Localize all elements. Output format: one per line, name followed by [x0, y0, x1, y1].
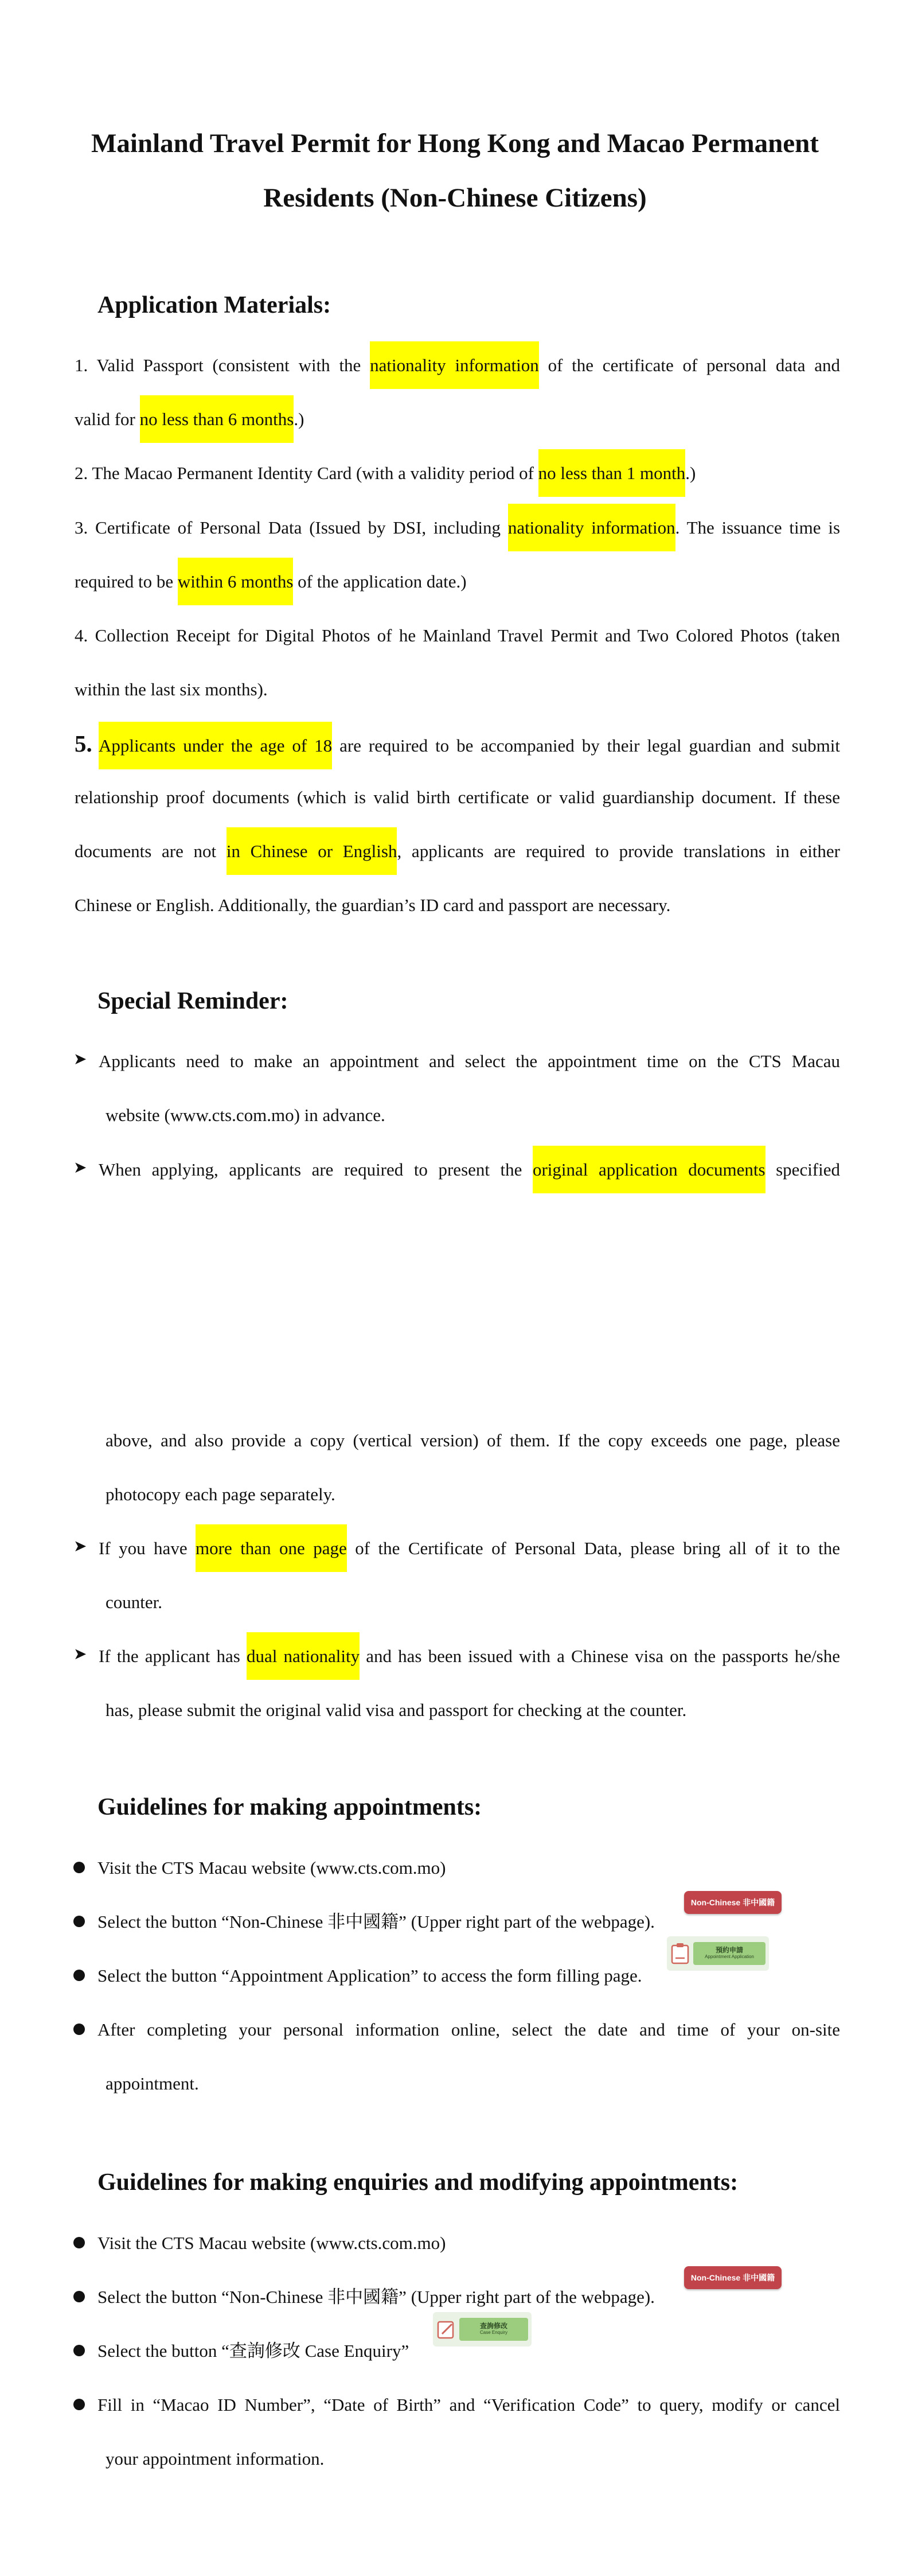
non-chinese-button: Non-Chinese 非中國籍: [684, 1891, 782, 1914]
highlight: no less than 6 months: [140, 395, 294, 443]
highlight: no less than 1 month: [538, 449, 686, 497]
enquiry-step-1: Visit the CTS Macau website (www.cts.com.mo): [97, 2233, 446, 2253]
enquiry-step-2: Select the button “Non-Chinese 非中國籍” (Upper right part of the webpage).: [97, 2287, 655, 2307]
material-5-line4: Chinese or English. Additionally, the guardian’s ID card and passport are necessary.: [75, 895, 671, 915]
bullet-dot-icon: [73, 2345, 85, 2356]
bullet-dot-icon: [73, 1916, 85, 1927]
reminder-4-line2: has, please submit the original valid visa and passport for checking at the counter.: [106, 1700, 687, 1720]
appointment-step-1: Visit the CTS Macau website (www.cts.com.mo): [97, 1858, 446, 1878]
reminder-1-line1: Applicants need to make an appointment and select the appointment time on the CTS Macau: [99, 1051, 840, 1071]
material-5-line1: 5. Applicants under the age of 18 are required to be accompanied by their legal guardian and submit: [75, 732, 840, 757]
material-5-line3: documents are not in Chinese or English, applicants are required to provide translations in either: [75, 840, 840, 863]
bullet-dot-icon: [73, 2291, 85, 2302]
reminder-3-line1: If you have more than one page of the Certificate of Personal Data, please bring all of it to the: [99, 1537, 840, 1560]
reminder-2-line2: above, and also provide a copy (vertical version) of them. If the copy exceeds one page, please: [106, 1430, 840, 1450]
non-chinese-button: Non-Chinese 非中國籍: [684, 2266, 782, 2289]
appointment-application-label: 預約申請 Appointment Application: [693, 1942, 766, 1965]
highlight: in Chinese or English: [226, 827, 397, 875]
bullet-dot-icon: [73, 1862, 85, 1873]
appointment-step-4-line1: After completing your personal information online, select the date and time of your on-site: [97, 2019, 840, 2040]
arrow-bullet-icon: ➤: [73, 1049, 87, 1068]
appointment-step-2: Select the button “Non-Chinese 非中國籍” (Upper right part of the webpage).: [97, 1912, 655, 1932]
case-enquiry-button: [433, 2312, 532, 2347]
enquiry-step-3: Select the button “查詢修改 Case Enquiry”: [97, 2341, 409, 2361]
material-1-line2: valid for no less than 6 months.): [75, 408, 304, 431]
reminder-3-line2: counter.: [106, 1592, 162, 1612]
material-4-line2: within the last six months).: [75, 679, 268, 699]
bullet-dot-icon: [73, 1970, 85, 1981]
material-1-line1: 1. Valid Passport (consistent with the nationality information of the certificate of personal data and: [75, 354, 840, 377]
arrow-bullet-icon: ➤: [73, 1644, 87, 1663]
appointment-step-4-line2: appointment.: [106, 2073, 199, 2094]
document-title-line2: Residents (Non-Chinese Citizens): [263, 183, 647, 213]
highlight: more than one page: [196, 1524, 347, 1572]
material-2: 2. The Macao Permanent Identity Card (with a validity period of no less than 1 month.): [75, 462, 696, 485]
document-title-line1: Mainland Travel Permit for Hong Kong and Macao Permanent: [91, 129, 819, 158]
reminder-2-line1: When applying, applicants are required to present the original application documents specified: [99, 1158, 840, 1181]
reminder-2-line3: photocopy each page separately.: [106, 1484, 335, 1504]
enquiries-heading: Guidelines for making enquiries and modifying appointments:: [97, 2169, 739, 2196]
appointment-step-3: Select the button “Appointment Application” to access the form filling page.: [97, 1966, 642, 1986]
material-5-line2: relationship proof documents (which is valid birth certificate or valid guardianship document. If these: [75, 787, 840, 807]
case-enquiry-label: 查詢修改 Case Enquiry: [459, 2318, 528, 2341]
highlight: Applicants under the age of 18: [99, 722, 332, 769]
enquiry-step-4-line1: Fill in “Macao ID Number”, “Date of Birth” and “Verification Code” to query, modify or cancel: [97, 2395, 840, 2415]
edit-icon: [433, 2316, 459, 2343]
highlight: original application documents: [533, 1146, 766, 1193]
appointments-heading: Guidelines for making appointments:: [97, 1794, 482, 1820]
material-3-line2: required to be within 6 months of the application date.): [75, 570, 467, 593]
highlight: dual nationality: [247, 1632, 360, 1680]
bullet-dot-icon: [73, 2237, 85, 2248]
highlight: within 6 months: [178, 558, 294, 605]
material-4-line1: 4. Collection Receipt for Digital Photos of he Mainland Travel Permit and Two Colored Photos (taken: [75, 625, 840, 645]
appointment-application-button: [667, 1936, 769, 1971]
enquiry-step-4-line2: your appointment information.: [106, 2449, 325, 2469]
materials-heading: Application Materials:: [97, 292, 331, 318]
reminder-heading: Special Reminder:: [97, 988, 288, 1014]
highlight: nationality information: [508, 504, 675, 551]
highlight: nationality information: [370, 341, 539, 389]
reminder-1-line2: website (www.cts.com.mo) in advance.: [106, 1105, 385, 1125]
material-3-line1: 3. Certificate of Personal Data (Issued by DSI, including nationality information. The issuance time is: [75, 516, 840, 539]
bullet-dot-icon: [73, 2399, 85, 2410]
bullet-dot-icon: [73, 2024, 85, 2035]
clipboard-icon: [667, 1940, 693, 1967]
arrow-bullet-icon: ➤: [73, 1158, 87, 1177]
reminder-4-line1: If the applicant has dual nationality and has been issued with a Chinese visa on the passports he/she: [99, 1645, 840, 1668]
arrow-bullet-icon: ➤: [73, 1536, 87, 1555]
